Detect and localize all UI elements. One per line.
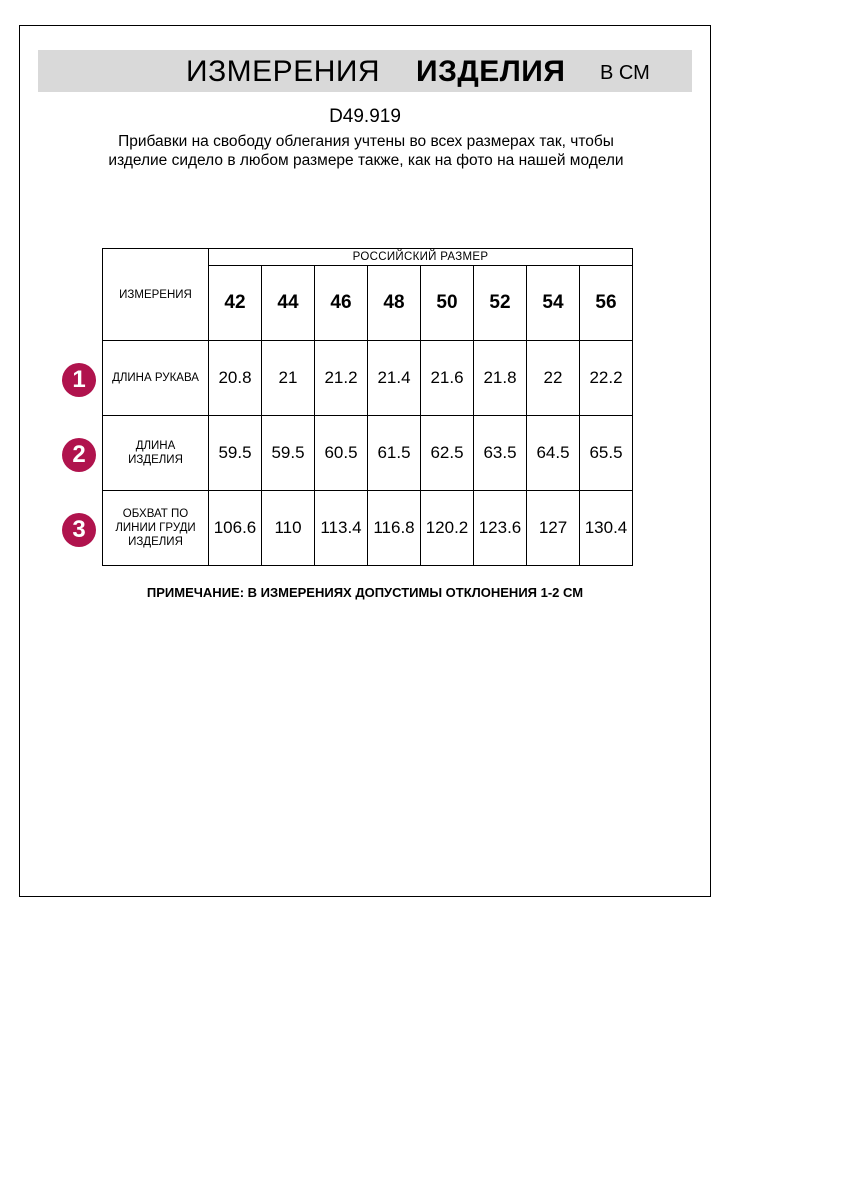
value-cell: 127 — [527, 491, 580, 566]
table-header-row — [103, 249, 633, 266]
row-label: ОБХВАТ ПО ЛИНИИ ГРУДИ ИЗДЕЛИЯ — [103, 491, 209, 566]
value-cell: 123.6 — [474, 491, 527, 566]
size-cell: 50 — [421, 266, 474, 341]
size-cell: 46 — [315, 266, 368, 341]
size-cell: 52 — [474, 266, 527, 341]
value-cell: 22.2 — [580, 341, 633, 416]
value-cell: 113.4 — [315, 491, 368, 566]
table-row — [103, 491, 633, 566]
row-marker-3: 3 — [62, 513, 96, 547]
size-cell: 42 — [209, 266, 262, 341]
value-cell: 120.2 — [421, 491, 474, 566]
value-cell: 64.5 — [527, 416, 580, 491]
size-cell: 48 — [368, 266, 421, 341]
tolerance-note: ПРИМЕЧАНИЕ: В ИЗМЕРЕНИЯХ ДОПУСТИМЫ ОТКЛОНЕНИЯ 1-2 СМ — [146, 585, 584, 600]
value-cell: 116.8 — [368, 491, 421, 566]
value-cell: 63.5 — [474, 416, 527, 491]
row-marker-1: 1 — [62, 363, 96, 397]
size-cell: 44 — [262, 266, 315, 341]
title-bar — [38, 50, 692, 92]
corner-label: ИЗМЕРЕНИЯ — [103, 249, 209, 341]
description-text: Прибавки на свободу облегания учтены во всех размерах так, чтобы изделие сидело в любом размере также, как на фото на нашей модели — [108, 133, 624, 169]
russian-size-header: РОССИЙСКИЙ РАЗМЕР — [209, 249, 633, 266]
value-cell: 130.4 — [580, 491, 633, 566]
table-row — [103, 341, 633, 416]
measurement-sheet — [19, 25, 711, 897]
title-measurements: ИЗМЕРЕНИЯ — [186, 55, 381, 88]
size-cell: 56 — [580, 266, 633, 341]
value-cell: 59.5 — [262, 416, 315, 491]
value-cell: 62.5 — [421, 416, 474, 491]
value-cell: 106.6 — [209, 491, 262, 566]
value-cell: 21.6 — [421, 341, 474, 416]
value-cell: 20.8 — [209, 341, 262, 416]
row-label: ДЛИНА РУКАВА — [103, 341, 209, 416]
value-cell: 21.2 — [315, 341, 368, 416]
row-marker-2: 2 — [62, 438, 96, 472]
value-cell: 61.5 — [368, 416, 421, 491]
value-cell: 110 — [262, 491, 315, 566]
title-unit: В СМ — [600, 62, 650, 84]
size-table — [102, 248, 633, 566]
value-cell: 22 — [527, 341, 580, 416]
row-label: ДЛИНА ИЗДЕЛИЯ — [103, 416, 209, 491]
value-cell: 59.5 — [209, 416, 262, 491]
size-cell: 54 — [527, 266, 580, 341]
article-number: D49.919 — [329, 106, 401, 127]
title-product: ИЗДЕЛИЯ — [416, 55, 566, 88]
value-cell: 65.5 — [580, 416, 633, 491]
value-cell: 21.4 — [368, 341, 421, 416]
table-row — [103, 416, 633, 491]
value-cell: 21.8 — [474, 341, 527, 416]
value-cell: 60.5 — [315, 416, 368, 491]
value-cell: 21 — [262, 341, 315, 416]
